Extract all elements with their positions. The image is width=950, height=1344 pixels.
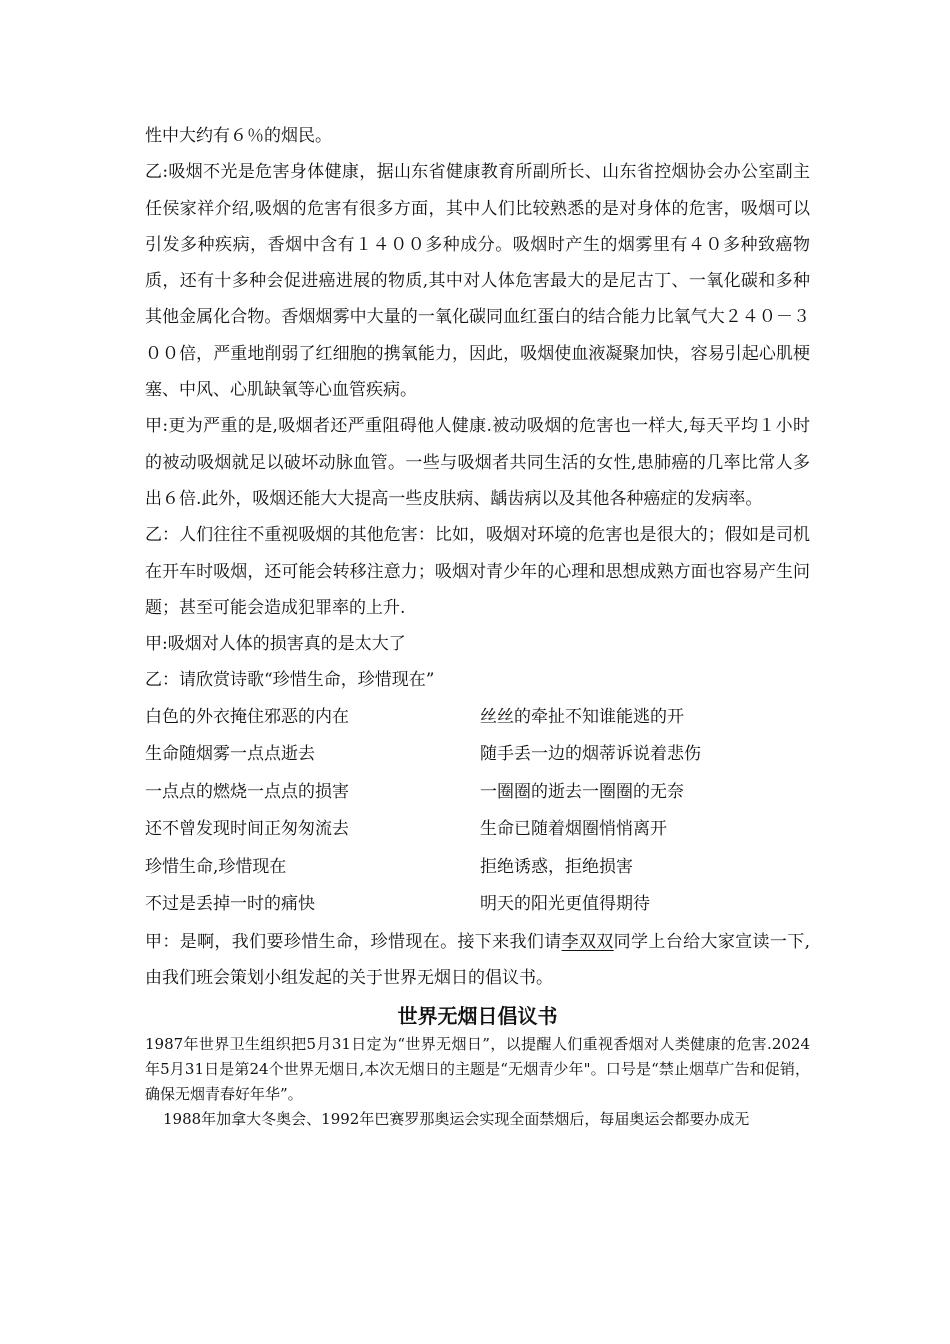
closing-text-before: 甲：是啊，我们要珍惜生命，珍惜现在。接下来我们请 (145, 931, 562, 952)
paragraph-5: 甲:吸烟对人体的损害真的是太大了 (145, 634, 406, 655)
paragraph-2: 乙:吸烟不光是危害身体健康，据山东省健康教育所副所长、山东省控烟协会办公室副主任侯家祥介绍,吸烟的危害有很多方面，其中人们比较熟悉的是对身体的危害，吸烟可以引发多种疾病，香烟中含有１４００多种成分。吸烟时产生的烟雾里有４０多种致癌物质，还有十多种会促进癌进展的物质,其中对人体危害最大的是尼古丁、一氧化碳和多种其他金属化合物。香烟烟雾中大量的一氧化碳同血红蛋白的结合能力比氧气大２４０－３００倍，严重地削弱了红细胞的携氧能力，因此，吸烟使血液凝聚加快，容易引起心肌梗塞、中风、心肌缺氧等心血管疾病。 (145, 162, 810, 401)
poem-row (145, 886, 810, 924)
poem-line-left: 生命随烟雾一点点逝去 (145, 744, 315, 765)
paragraph-3: 甲:更为严重的是,吸烟者还严重阻碍他人健康.被动吸烟的危害也一样大,每天平均１小时的被动吸烟就足以破坏动脉血管。一些与吸烟者共同生活的女性,患肺癌的几率比常人多出６倍.此外，吸烟还能大大提高一些皮肤病、龋齿病以及其他各种癌症的发病率。 (145, 416, 810, 509)
paragraph-1: 性中大约有６％的烟民。 (145, 126, 332, 146)
poem-line-left: 还不曾发现时间正匆匆流去 (145, 819, 349, 840)
poem-line-right: 一圈圈的逝去一圈圈的无奈 (480, 781, 684, 802)
paragraph-6: 乙：请欣赏诗歌“珍惜生命，珍惜现在” (145, 670, 435, 691)
poem-line-left: 一点点的燃烧一点点的损害 (145, 781, 349, 802)
closing-text-after: 同学上台给大家宣读一下,由我们班会策划小组发起的关于世界无烟日的倡议书。 (145, 931, 811, 989)
poem-line-left: 不过是丢掉一时的痛快 (145, 894, 315, 915)
poem-row (145, 849, 810, 887)
poem-line-right: 生命已随着烟圈悄悄离开 (480, 819, 667, 840)
proposal-title: 世界无烟日倡议书 (397, 1004, 558, 1029)
paragraph-4: 乙：人们往往不重视吸烟的其他危害：比如，吸烟对环境的危害也是很大的；假如是司机在开车时吸烟，还可能会转移注意力；吸烟对青少年的心理和思想成熟方面也容易产生问题；甚至可能会造成犯罪率的上升. (145, 525, 810, 618)
document-body (145, 118, 810, 1132)
poem-line-left: 白色的外衣掩住邪恶的内在 (145, 706, 349, 727)
poem-row (145, 699, 810, 737)
student-name: 李双双 (561, 931, 614, 952)
poem-row (145, 736, 810, 774)
proposal-paragraph-1: 1987年世界卫生组织把5月31日定为“世界无烟日”，以提醒人们重视香烟对人类健康的危害.2024年5月31日是第24个世界无烟日,本次无烟日的主题是“无烟青少年"。口号是“禁止烟草广告和促销，确保无烟青春好年华”。 (145, 1035, 810, 1104)
closing-paragraph (145, 924, 810, 997)
poem (145, 699, 810, 924)
poem-line-right: 明天的阳光更值得期待 (480, 894, 650, 915)
poem-line-right: 随手丢一边的烟蒂诉说着悲伤 (480, 744, 701, 765)
proposal-paragraph-2: 1988年加拿大冬奥会、1992年巴赛罗那奥运会实现全面禁烟后，每届奥运会都要办成无 (163, 1110, 750, 1129)
poem-line-right: 丝丝的牵扯不知谁能逃的开 (480, 706, 684, 727)
poem-line-right: 拒绝诱惑，拒绝损害 (480, 856, 633, 877)
poem-line-left: 珍惜生命,珍惜现在 (145, 856, 287, 877)
poem-row (145, 811, 810, 849)
poem-row (145, 774, 810, 812)
